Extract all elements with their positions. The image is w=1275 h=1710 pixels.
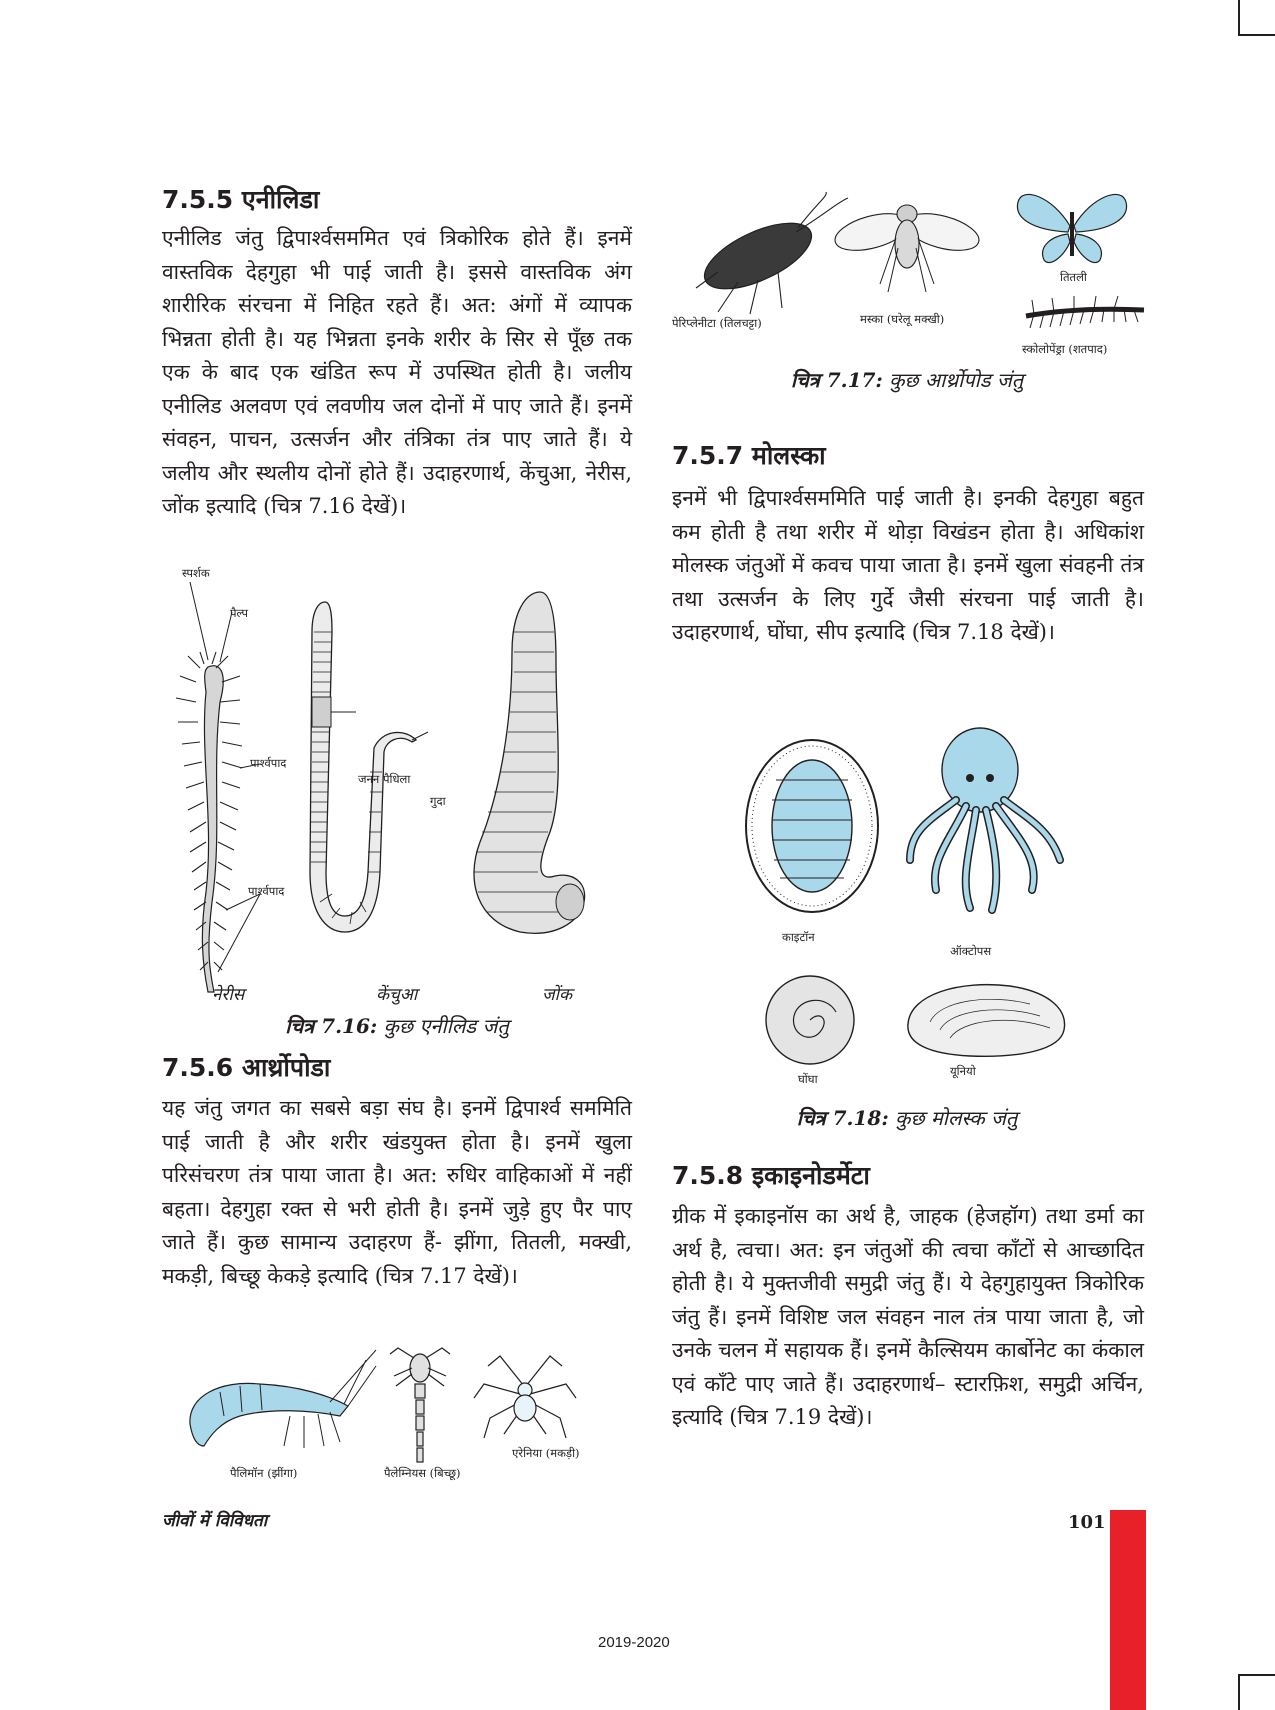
crop-mark xyxy=(1238,34,1275,36)
figure-caption-7-18 xyxy=(672,1104,1142,1131)
caption-number: चित्र 7.18: xyxy=(796,1106,889,1130)
butterfly-illustration xyxy=(1012,186,1132,276)
label-clitellum: जनन पैधिला xyxy=(358,772,411,786)
leech-illustration xyxy=(160,572,640,1012)
name-nereis: नेरीस xyxy=(212,985,245,1005)
paragraph-echinodermata: ग्रीक में इकाइनॉस का अर्थ है, जाहक (हेजहॉग) तथा डर्मा का अर्थ है, त्वचा। अत: इन जंतुओं की त्वचा काँटों से आच्छादित होती है। ये मुक्तजीवी समुद्री जंतु हैं। ये देहगुहायुक्त त्रिकोरिक जंतु हैं। इनमें विशिष्ट जल संवहन नाल तंत्र पाया जाता है, जो उनके चलन में सहायक हैं। इनमें कैल्सियम कार्बोनेट का कंकाल एवं काँटे पाए जाते हैं। उदाहरणार्थ– स्टारफ़िश, समुद्री अर्चिन, इत्यादि (चित्र 7.19 देखें)। xyxy=(672,1204,1144,1429)
label-snail: घोंघा xyxy=(798,1072,818,1086)
figure-7-16 xyxy=(160,566,640,1032)
unio-illustration xyxy=(900,974,1070,1064)
label-prawn: पैलिमॉन (झींगा) xyxy=(230,1466,298,1480)
label-parapodia: पार्श्वपाद xyxy=(248,884,285,898)
scorpion-illustration xyxy=(380,1340,460,1480)
caption-text: कुछ मोलस्क जंतु xyxy=(895,1106,1018,1130)
name-earthworm: केंचुआ xyxy=(376,985,418,1005)
paragraph-mollusca: इनमें भी द्विपार्श्वसममिति पाई जाती है। इनकी देहगुहा बहुत कम होती है तथा शरीर में थोड़ा विखंडन होता है। अधिकांश मोलस्क जंतुओं में कवच पाया जाता है। इनमें खुला संवहनी तंत्र तथा उत्सर्जन के लिए गुर्दे जैसी संरचना पाई जाती है। उदाहरणार्थ, घोंघा, सीप इत्यादि (चित्र 7.18 देखें)। xyxy=(672,486,1144,644)
chiton-illustration xyxy=(740,730,900,930)
label-chiton: काइटॉन xyxy=(782,930,815,944)
paragraph-arthropoda: यह जंतु जगत का सबसे बड़ा संघ है। इनमें द्विपार्श्व सममिति पाई जाती है और शरीर खंडयुक्त होता है। इनमें खुला परिसंचरण तंत्र पाया जाता है। अत: रुधिर वाहिकाओं में नहीं बहता। देहगुहा रक्त से भरी होती है। इनमें जुड़े हुए पैर पाए जाते हैं। कुछ सामान्य उदाहरण हैं- झींगा, तितली, मक्खी, मकड़ी, बिच्छू केकड़े इत्यादि (चित्र 7.17 देखें)। xyxy=(162,1096,632,1288)
label-anus: गुदा xyxy=(430,794,446,808)
caption-number: चित्र 7.16: xyxy=(285,1014,378,1038)
label-octopus: ऑक्टोपस xyxy=(950,944,992,958)
crop-mark xyxy=(1238,1674,1240,1710)
caption-number: चित्र 7.17: xyxy=(790,368,883,392)
label-palp: पैल्प xyxy=(230,606,248,620)
paragraph-annelida: एनीलिड जंतु द्विपार्श्वसममित एवं त्रिकोरिक होते हैं। इनमें वास्तविक देहगुहा भी पाई जाती है। इससे वास्तविक अंग शारीरिक संरचना में निहित रहते हैं। अत: अंगों में व्यापक भिन्नता होती है। यह भिन्नता इनके शरीर के सिर से पूँछ तक एक के बाद एक खंडित रूप में उपस्थित होती है। जलीय एनीलिड अलवण एवं लवणीय जल दोनों में पाए जाते हैं। इनमें संवहन, पाचन, उत्सर्जन और तंत्रिका तंत्र पाए जाते हैं। ये जलीय और स्थलीय दोनों होते हैं। उदाहरणार्थ, केंचुआ, नेरीस, जोंक इत्यादि (चित्र 7.16 देखें)। xyxy=(162,226,632,518)
figure-7-17-top-row xyxy=(672,188,1142,388)
snail-illustration xyxy=(760,970,860,1070)
label-parapodia: पार्श्वपाद xyxy=(250,756,287,770)
edition-year: 2019-2020 xyxy=(598,1634,670,1651)
figure-caption-7-16 xyxy=(162,1012,632,1039)
crop-mark xyxy=(1238,1674,1275,1676)
octopus-illustration xyxy=(900,720,1100,930)
caption-text: कुछ आर्थ्रोपोड जंतु xyxy=(889,368,1024,392)
caption-text: कुछ एनीलिड जंतु xyxy=(383,1014,509,1038)
label-centipede: स्कोलोपेंड्रा (शतपाद) xyxy=(1022,342,1108,356)
section-heading-arthropoda: 7.5.6 आर्थ्रोपोडा xyxy=(162,1053,331,1082)
accent-bar xyxy=(1110,1510,1146,1710)
label-scorpion: पैलेम्नियस (बिच्छू) xyxy=(384,1466,461,1480)
figure-7-18 xyxy=(720,720,1120,1090)
crop-mark xyxy=(1238,0,1240,36)
housefly-illustration xyxy=(832,188,982,308)
section-heading-annelida: 7.5.5 एनीलिडा xyxy=(162,185,320,214)
prawn-illustration xyxy=(180,1346,380,1456)
label-housefly: मस्का (घरेलू मक्खी) xyxy=(860,312,945,326)
figure-caption-7-17 xyxy=(672,366,1142,393)
cockroach-illustration xyxy=(678,192,828,322)
name-leech: जोंक xyxy=(542,985,573,1005)
label-butterfly: तितली xyxy=(1060,270,1087,284)
section-heading-echinodermata: 7.5.8 इकाइनोडर्मेटा xyxy=(672,1161,870,1190)
section-heading-mollusca: 7.5.7 मोलस्का xyxy=(672,441,826,470)
figure-7-17-bottom-row xyxy=(170,1340,630,1490)
spider-illustration xyxy=(470,1346,580,1446)
book-title: जीवों में विविधता xyxy=(162,1511,268,1531)
page-number: 101 xyxy=(1068,1512,1106,1533)
label-spider: एरेनिया (मकड़ी) xyxy=(512,1446,580,1460)
label-cockroach: पेरिप्लेनीटा (तिलचट्टा) xyxy=(672,316,762,330)
label-unio: यूनियो xyxy=(950,1064,976,1078)
centipede-illustration xyxy=(1020,292,1150,342)
label-tentacle: स्पर्शक xyxy=(182,566,210,580)
